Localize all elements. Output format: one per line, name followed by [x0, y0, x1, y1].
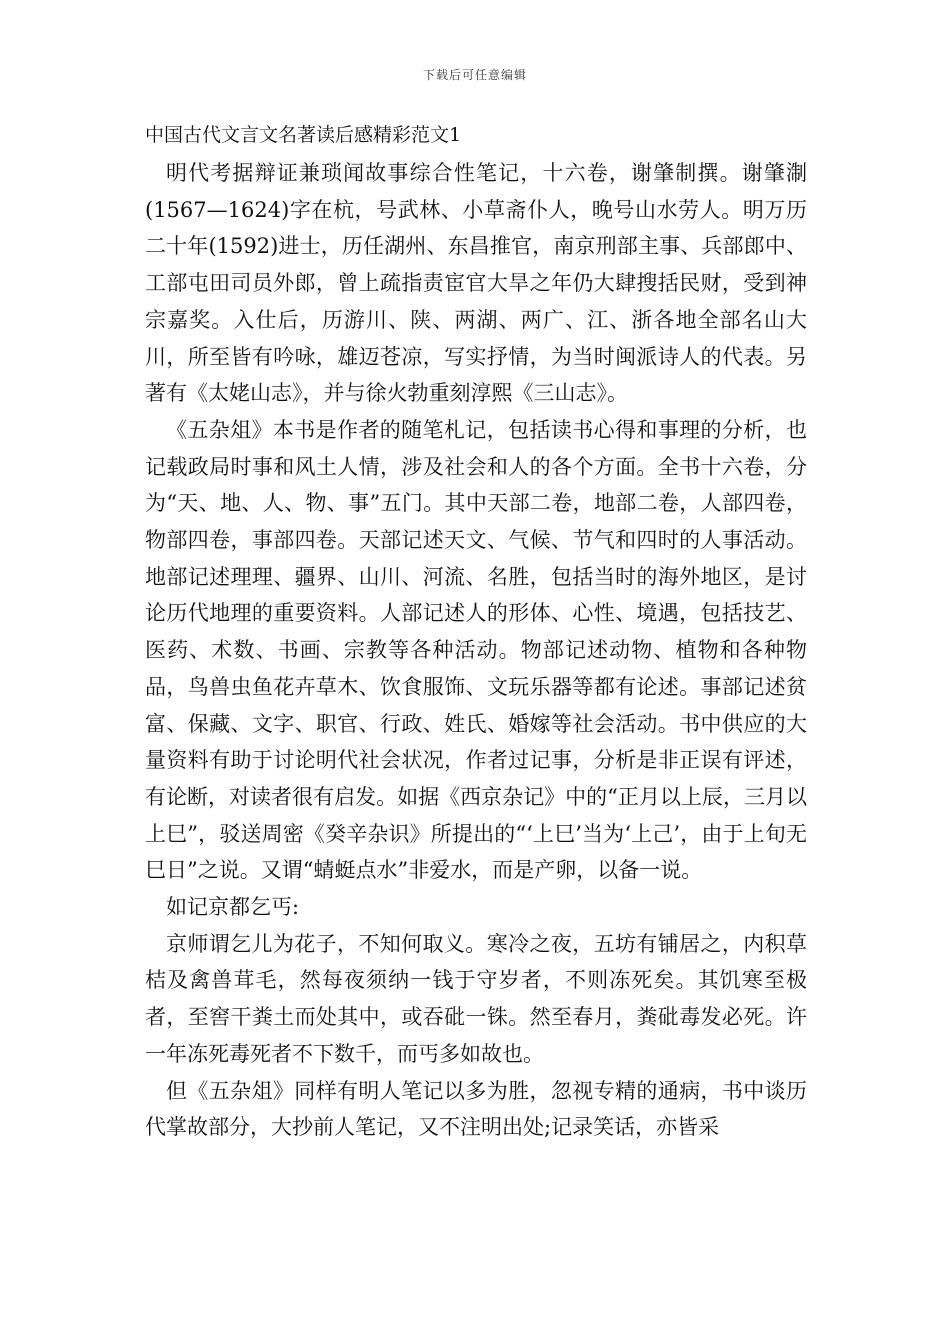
paragraph-author-bio: 明代考据辩证兼琐闻故事综合性笔记，十六卷，谢肇制撰。谢肇淛(1567—1624)字在杭，号武林、小草斋仆人，晚号山水劳人。明万历二十年(1592)进士，历任湖州、东昌推官，南京刑部主事、兵部郎中、工部屯田司员外郎，曾上疏指责宦官大旱之年仍大肆搜括民财，受到神宗嘉奖。入仕后，历游川、陕、两湖、两广、江、浙各地全部名山大川，所至皆有吟咏，雄迈苍凉，写实抒情，为当时闽派诗人的代表。另著有《太姥山志》，并与徐火勃重刻淳熙《三山志》。	[145, 161, 807, 406]
paragraph-beggar-quote: 京师谓乞儿为花子，不知何取义。寒冷之夜，五坊有铺居之，内积草桔及禽兽茸毛，然每夜须纳一钱于守岁者，不则冻死矣。其饥寒至极者，至窖干粪土而处其中，或吞砒一铢。然至春月，粪砒毒发必死。许一年冻死毒死者不下数千，而丐多如故也。	[145, 931, 807, 1066]
paragraph-book-overview: 《五杂俎》本书是作者的随笔札记，包括读书心得和事理的分析，也记载政局时事和风土人情，涉及社会和人的各个方面。全书十六卷，分为“天、地、人、物、事”五门。其中天部二卷，地部二卷，人部四卷，物部四卷，事部四卷。天部记述天文、气候、节气和四时的人事活动。地部记述理理、疆界、山川、河流、名胜，包括当时的海外地区，是讨论历代地理的重要资料。人部记述人的形体、心性、境遇，包括技艺、医药、术数、书画、宗教等各种活动。物部记述动物、植物和各种物品，鸟兽虫鱼花卉草木、饮食服饰、文玩乐器等都有论述。事部记述贫富、保藏、文字、职官、行政、姓氏、婚嫁等社会活动。书中供应的大量资料有助于讨论明代社会状况，作者过记事，分析是非正误有评述，有论断，对读者很有启发。如据《西京杂记》中的“正月以上辰，三月以上巳”，驳送周密《癸辛杂识》所提出的“‘上巳’当为‘上己’，由于上旬无巳日”之说。又谓“蜻蜓点水”非爱水，而是产卵，以备一说。	[145, 417, 807, 883]
document-title: 中国古代文言文名著读后感精彩范文1	[145, 124, 462, 146]
document-body	[145, 155, 807, 1146]
paragraph-beggar-intro: 如记京都乞丐:	[166, 895, 300, 920]
paragraph-critique: 但《五杂俎》同样有明人笔记以多为胜，忽视专精的通病，书中谈历代掌故部分，大抄前人笔记，又不注明出处;记录笑话，亦皆采	[145, 1078, 807, 1140]
page-header: 下载后可任意编辑	[422, 68, 527, 82]
